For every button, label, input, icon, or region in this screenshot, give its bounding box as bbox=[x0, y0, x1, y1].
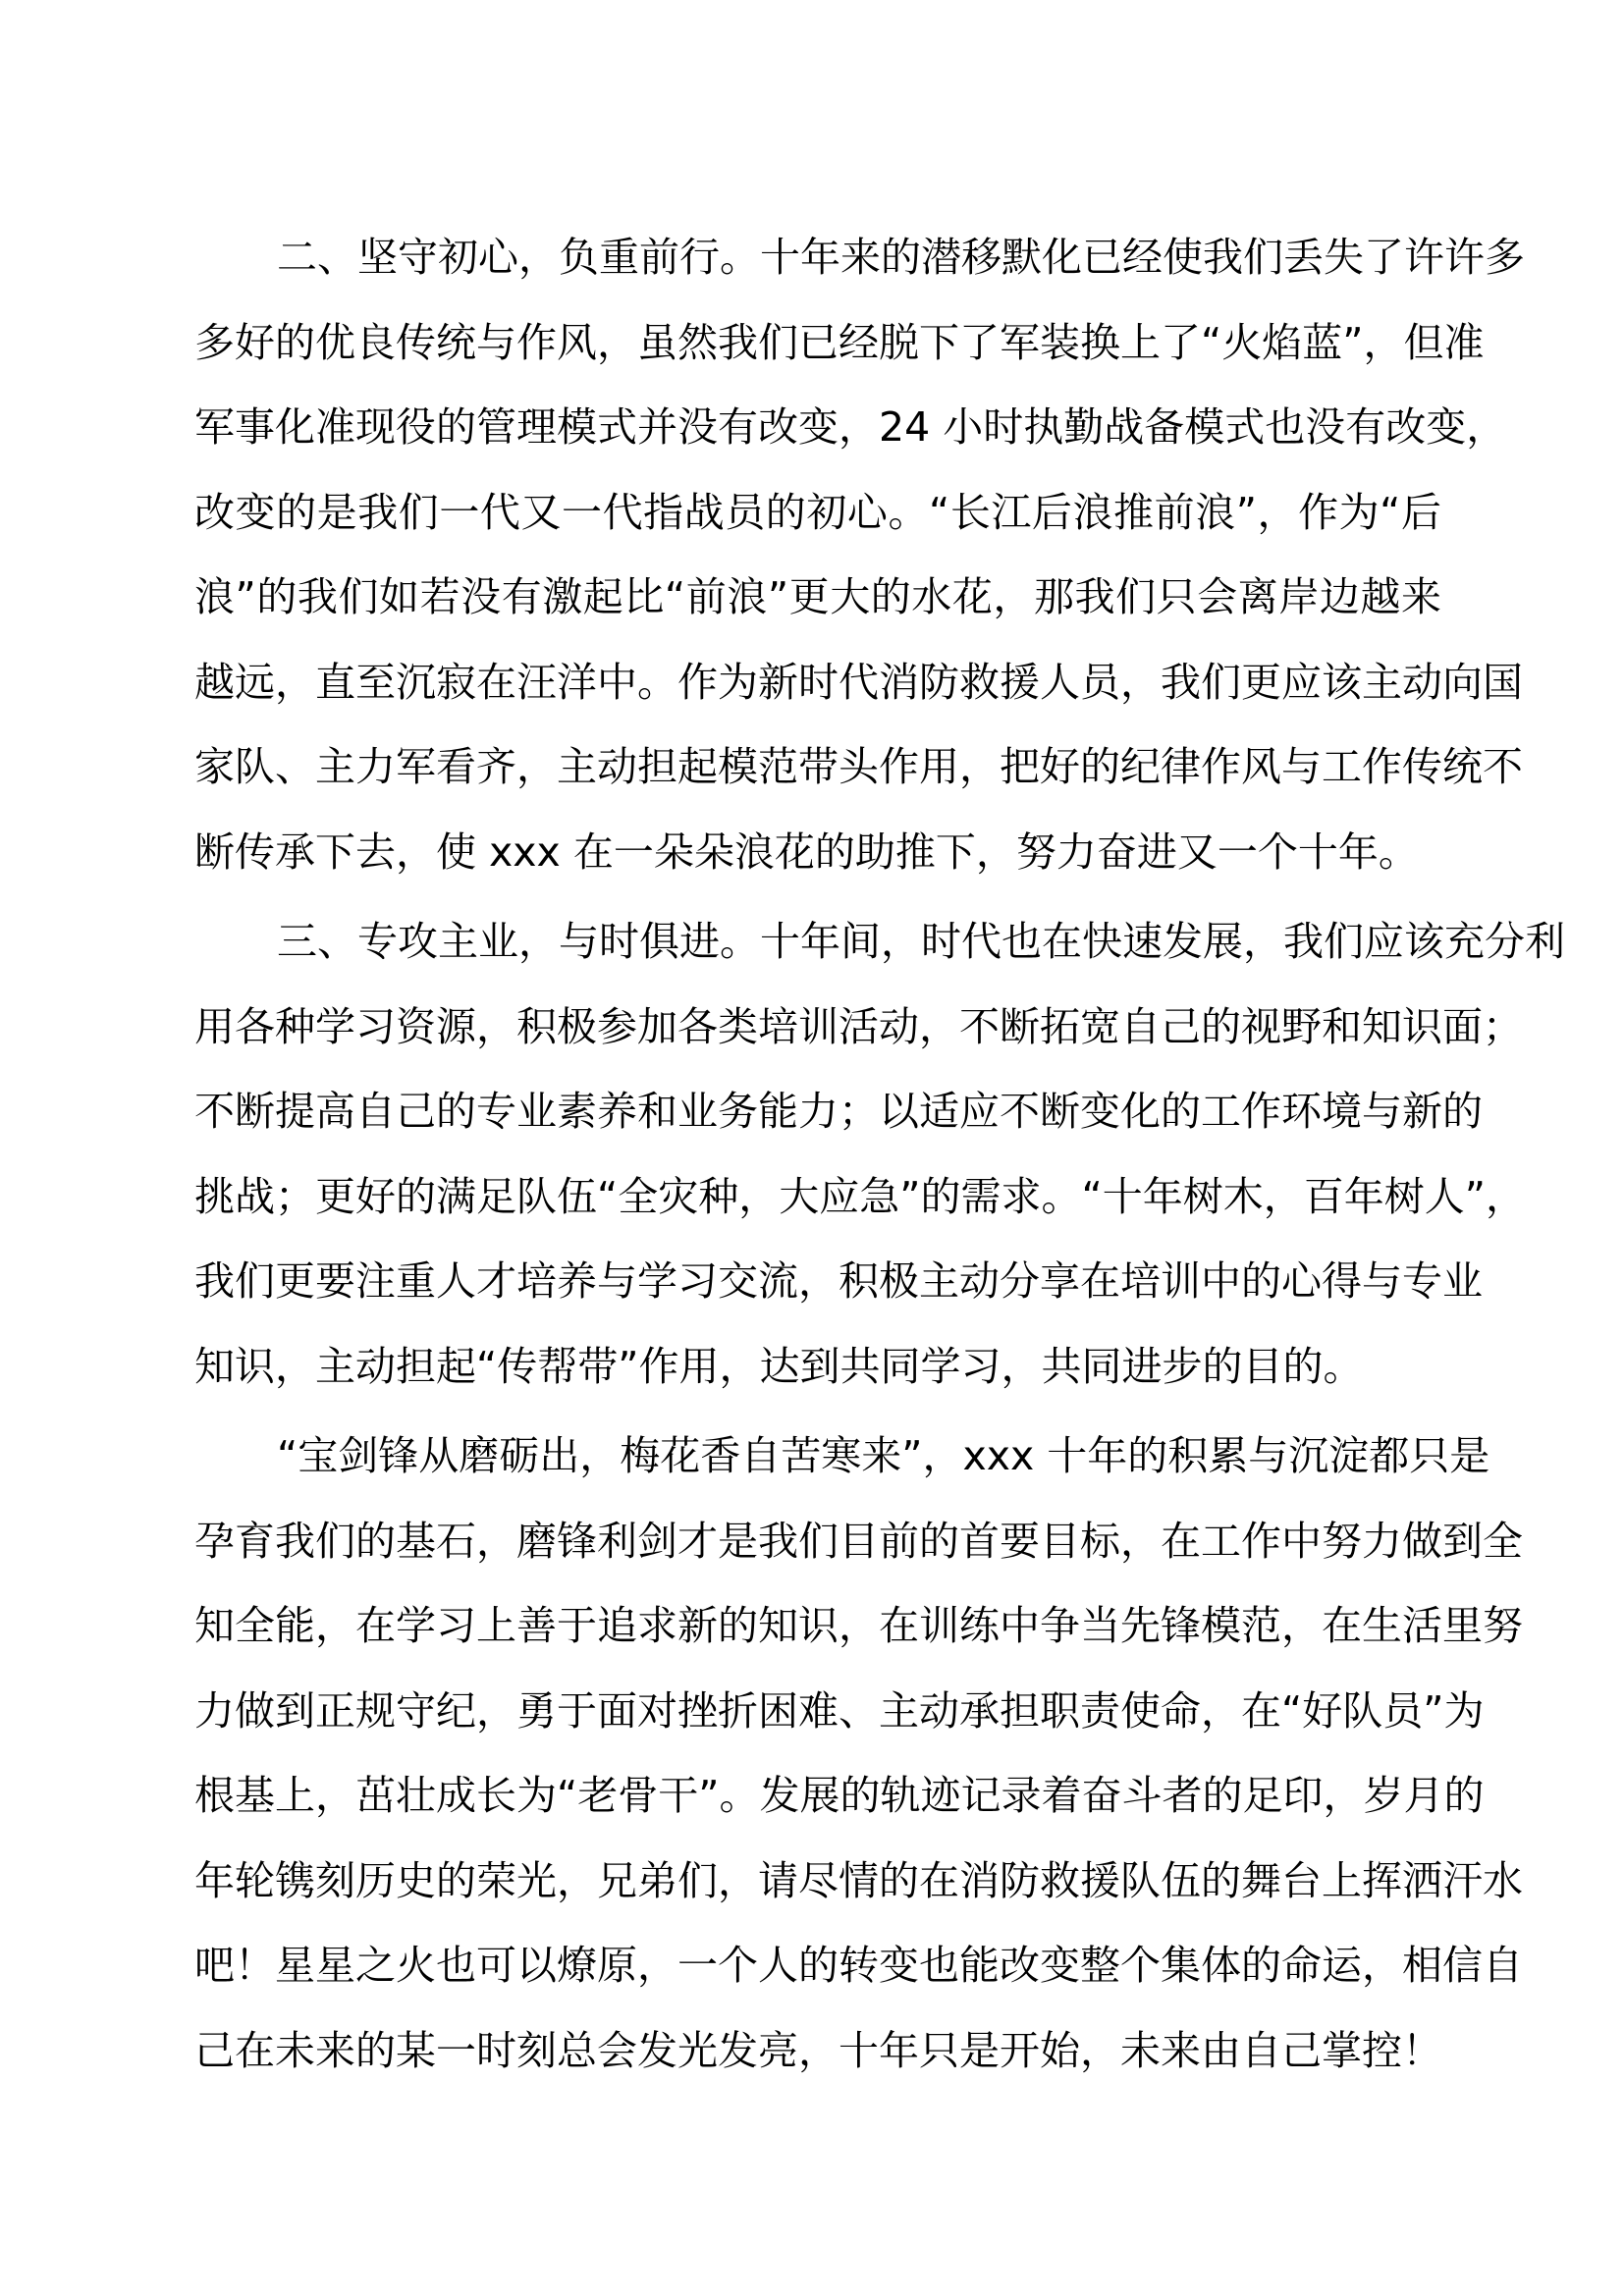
document-body bbox=[194, 215, 1565, 2098]
text-line: 吧！星星之火也可以燎原，一个人的转变也能改变整个集体的命运，相信自 bbox=[194, 1942, 1523, 1989]
text-line: 根基上，茁壮成长为“老骨干”。发展的轨迹记录着奋斗者的足印，岁月的 bbox=[194, 1772, 1485, 1819]
text-line: 用各种学习资源，积极参加各类培训活动，不断拓宽自己的视野和知识面； bbox=[194, 1002, 1523, 1050]
text-line: 三、专攻主业，与时俱进。十年间，时代也在快速发展，我们应该充分利 bbox=[277, 918, 1565, 965]
text-line: 己在未来的某一时刻总会发光发亮，十年只是开始，未来由自己掌控！ bbox=[194, 2026, 1442, 2074]
text-line: 二、坚守初心，负重前行。十年来的潜移默化已经使我们丢失了许许多 bbox=[277, 234, 1525, 281]
text-line: 知识，主动担起“传帮带”作用，达到共同学习，共同进步的目的。 bbox=[194, 1342, 1364, 1390]
text-line: 我们更要注重人才培养与学习交流，积极主动分享在培训中的心得与专业 bbox=[194, 1257, 1483, 1305]
paragraph bbox=[194, 899, 1565, 1409]
paragraph bbox=[194, 1414, 1523, 2093]
text-line: 孕育我们的基石，磨锋利剑才是我们目前的首要目标，在工作中努力做到全 bbox=[194, 1517, 1523, 1565]
text-line: “宝剑锋从磨砺出，梅花香自苦寒来”，xxx 十年的积累与沉淀都只是 bbox=[277, 1432, 1490, 1479]
text-line: 浪”的我们如若没有激起比“前浪”更大的水花，那我们只会离岸边越来 bbox=[194, 573, 1441, 620]
text-line: 知全能，在学习上善于追求新的知识，在训练中争当先锋模范，在生活里努 bbox=[194, 1602, 1523, 1649]
text-line: 断传承下去，使 xxx 在一朵朵浪花的助推下，努力奋进又一个十年。 bbox=[194, 828, 1419, 876]
text-line: 不断提高自己的专业素养和业务能力；以适应不断变化的工作环境与新的 bbox=[194, 1088, 1483, 1135]
text-line: 军事化准现役的管理模式并没有改变，24 小时执勤战备模式也没有改变， bbox=[194, 403, 1507, 451]
text-line: 多好的优良传统与作风，虽然我们已经脱下了军装换上了“火焰蓝”，但准 bbox=[194, 318, 1485, 366]
text-line: 改变的是我们一代又一代指战员的初心。“长江后浪推前浪”，作为“后 bbox=[194, 488, 1441, 536]
paragraph bbox=[194, 215, 1525, 894]
text-line: 挑战；更好的满足队伍“全灾种，大应急”的需求。“十年树木，百年树人”， bbox=[194, 1172, 1526, 1220]
text-line: 越远，直至沉寂在汪洋中。作为新时代消防救援人员，我们更应该主动向国 bbox=[194, 658, 1523, 706]
text-line: 力做到正规守纪，勇于面对挫折困难、主动承担职责使命，在“好队员”为 bbox=[194, 1686, 1485, 1735]
text-line: 年轮镌刻历史的荣光，兄弟们，请尽情的在消防救援队伍的舞台上挥洒汗水 bbox=[194, 1856, 1523, 1904]
text-line: 家队、主力军看齐，主动担起模范带头作用，把好的纪律作风与工作传统不 bbox=[194, 743, 1523, 790]
